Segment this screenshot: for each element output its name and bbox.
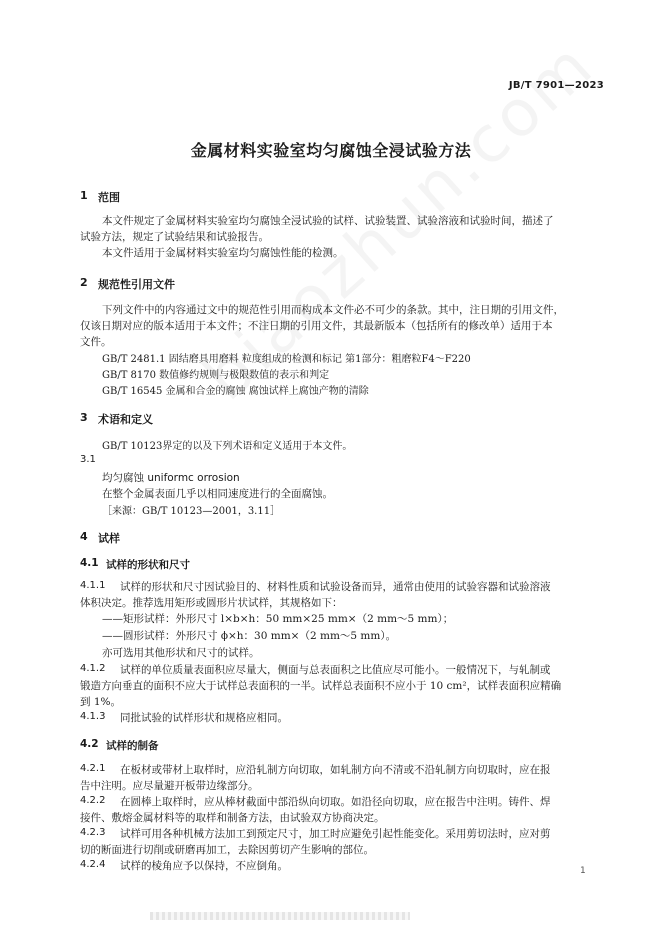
- clause-4-1-3-number: 4.1.3: [80, 711, 106, 722]
- section-1-heading: 范围: [98, 191, 120, 204]
- clause-4-2-4-line: 试样的棱角应予以保持，不应倒角。: [120, 860, 288, 872]
- clause-4-1-1-list-item: ——矩形试样：外形尺寸 l×b×h：50 mm×25 mm×（2 mm～5 mm）；: [102, 613, 454, 625]
- term-3-1-definition: 在整个金属表面几乎以相同速度进行的全面腐蚀。: [102, 488, 333, 500]
- page-number: 1: [580, 866, 586, 876]
- section-2-paragraph-line: 仅该日期对应的版本适用于本文件；不注日期的引用文件，其最新版本（包括所有的修改单）适用于本: [80, 320, 553, 332]
- section-1-paragraph-line: 本文件适用于金属材料实验室均匀腐蚀性能的检测。: [102, 247, 344, 259]
- section-3-heading: 术语和定义: [98, 413, 153, 426]
- section-2-paragraph-line: 下列文件中的内容通过文中的规范性引用而构成本文件必不可少的条款。其中，注日期的引用文件，: [102, 304, 564, 316]
- reference-item: GB/T 8170 数值修约规则与极限数值的表示和判定: [102, 370, 330, 381]
- document-title: 金属材料实验室均匀腐蚀全浸试验方法: [190, 141, 472, 160]
- clause-4-2-1-number: 4.2.1: [80, 763, 106, 774]
- clause-4-2-2-number: 4.2.2: [80, 795, 106, 806]
- reference-item: GB/T 2481.1 固结磨具用磨料 粒度组成的检测和标记 第1部分：粗磨粒F4～F220: [102, 354, 471, 365]
- clause-4-2-2-line: 接件、敷熔金属材料等的取样和制备方法，由试验双方协商决定。: [80, 812, 385, 824]
- clause-4-1-1-line: 试样的形状和尺寸因试验目的、材料性质和试验设备而异，通常由使用的试验容器和试验溶液: [120, 581, 551, 593]
- clause-4-1-1-list-item: ——圆形试样：外形尺寸 ϕ×h：30 mm×（2 mm～5 mm）。: [102, 630, 397, 642]
- section-3-intro: GB/T 10123界定的以及下列术语和定义适用于本文件。: [102, 441, 353, 452]
- clause-4-2-3-number: 4.2.3: [80, 827, 106, 838]
- section-4-number: 4: [80, 530, 88, 543]
- section-2-heading: 规范性引用文件: [98, 278, 175, 291]
- section-4-heading: 试样: [98, 532, 120, 545]
- clause-4-1-2-number: 4.1.2: [80, 663, 106, 674]
- clause-4-1-2-line: 锻造方向垂直的面积不应大于试样总表面积的一半。试样总表面积不应小于 10 cm²，试样表面积应精确: [80, 680, 562, 692]
- clause-4-1-1-number: 4.1.1: [80, 580, 106, 591]
- section-1-paragraph-line: 本文件规定了金属材料实验室均匀腐蚀全浸试验的试样、试验装置、试验溶液和试验时间，描述了: [102, 215, 554, 227]
- clause-4-1-number: 4.1: [80, 557, 99, 569]
- clause-4-2-heading: 试样的制备: [106, 740, 159, 752]
- section-3-number: 3: [80, 411, 88, 424]
- section-1-number: 1: [80, 189, 88, 202]
- clause-4-2-1-line: 在板材或带材上取样时，应沿轧制方向切取，如轧制方向不清或不沿轧制方向切取时，应在报: [120, 764, 551, 776]
- standard-number: JB/T 7901—2023: [508, 80, 604, 91]
- footer-strip: [150, 912, 410, 920]
- clause-4-1-2-line: 到 1%。: [80, 696, 121, 708]
- clause-4-1-2-line: 试样的单位质量表面积应尽量大，侧面与总表面积之比值应尽可能小。一般情况下，与轧制或: [120, 664, 551, 676]
- section-2-paragraph-line: 文件。: [80, 336, 112, 348]
- term-3-1-name: 均匀腐蚀 uniformc orrosion: [102, 472, 240, 484]
- clause-4-2-3-line: 试样可用各种机械方法加工到预定尺寸，加工时应避免引起性能变化。采用剪切法时，应对剪: [120, 828, 551, 840]
- clause-4-2-1-line: 告中注明。应尽量避开板带边缘部分。: [80, 780, 259, 792]
- term-3-1-number: 3.1: [80, 454, 96, 465]
- section-2-number: 2: [80, 276, 88, 289]
- clause-4-1-1-note: 亦可选用其他形状和尺寸的试样。: [102, 647, 260, 659]
- clause-4-2-number: 4.2: [80, 738, 99, 750]
- term-3-1-source: ［来源：GB/T 10123—2001，3.11］: [102, 506, 281, 517]
- clause-4-2-4-number: 4.2.4: [80, 859, 106, 870]
- clause-4-2-3-line: 切的断面进行切削或研磨再加工，去除因剪切产生影响的部位。: [80, 844, 374, 856]
- clause-4-1-3-line: 同批试验的试样形状和规格应相同。: [120, 712, 288, 724]
- clause-4-1-1-line: 体积决定。推荐选用矩形或圆形片状试样，其规格如下：: [80, 597, 343, 609]
- reference-item: GB/T 16545 金属和合金的腐蚀 腐蚀试样上腐蚀产物的清除: [102, 386, 369, 397]
- clause-4-1-heading: 试样的形状和尺寸: [106, 559, 190, 571]
- clause-4-2-2-line: 在圆棒上取样时，应从棒材截面中部沿纵向切取。如沿径向切取，应在报告中注明。铸件、焊: [120, 796, 551, 808]
- section-1-paragraph-line: 试验方法，规定了试验结果和试验报告。: [80, 231, 269, 243]
